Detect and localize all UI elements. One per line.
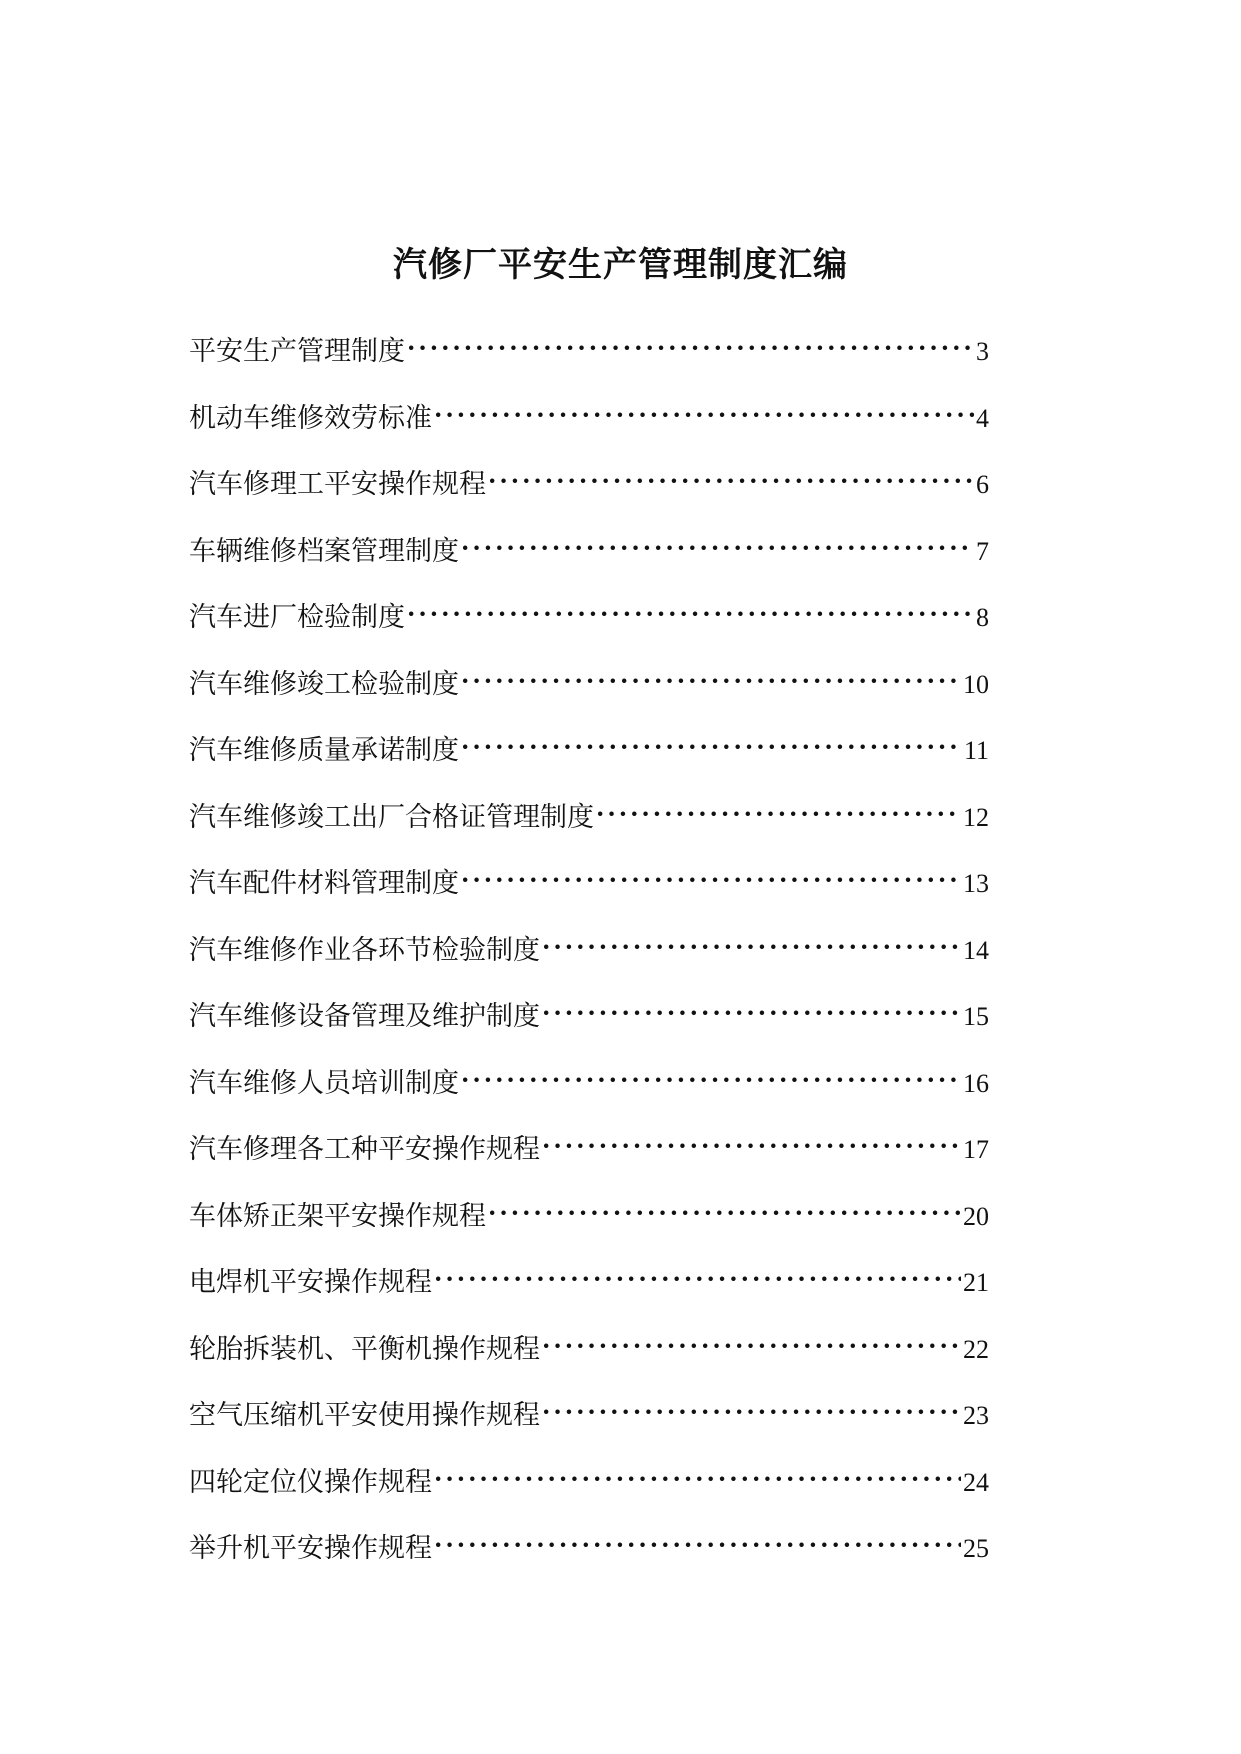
toc-entry-page: 3 bbox=[976, 337, 989, 366]
toc-entry[interactable] bbox=[189, 798, 989, 865]
toc-entry-label: 汽车维修竣工检验制度 bbox=[189, 668, 459, 700]
toc-entry-label: 电焊机平安操作规程 bbox=[189, 1267, 432, 1298]
toc-leader-dots bbox=[461, 727, 962, 757]
table-of-contents bbox=[189, 332, 989, 1596]
toc-entry-label: 汽车维修人员培训制度 bbox=[189, 1067, 459, 1099]
toc-leader-dots bbox=[461, 528, 974, 558]
toc-leader-dots bbox=[461, 661, 961, 691]
toc-entry[interactable] bbox=[189, 665, 989, 732]
toc-entry-page: 22 bbox=[963, 1334, 989, 1364]
toc-leader-dots bbox=[542, 927, 961, 957]
toc-entry[interactable] bbox=[189, 1396, 989, 1463]
toc-entry-label: 汽车修理各工种平安操作规程 bbox=[189, 1134, 540, 1165]
toc-entry-page: 15 bbox=[963, 1002, 989, 1031]
toc-entry-label: 汽车维修竣工出厂合格证管理制度 bbox=[189, 801, 594, 833]
toc-entry-label: 平安生产管理制度 bbox=[189, 336, 405, 367]
toc-entry[interactable] bbox=[189, 731, 989, 798]
toc-entry-label: 轮胎拆装机、平衡机操作规程 bbox=[189, 1333, 540, 1365]
toc-leader-dots bbox=[461, 860, 961, 890]
toc-entry-page: 21 bbox=[963, 1268, 989, 1297]
toc-entry-label: 汽车修理工平安操作规程 bbox=[189, 469, 486, 500]
toc-entry-label: 车辆维修档案管理制度 bbox=[189, 535, 459, 567]
toc-entry[interactable] bbox=[189, 1529, 989, 1596]
toc-entry-label: 汽车维修设备管理及维护制度 bbox=[189, 1001, 540, 1032]
toc-entry-label: 四轮定位仪操作规程 bbox=[189, 1466, 432, 1498]
toc-leader-dots bbox=[542, 993, 961, 1023]
toc-entry-label: 汽车配件材料管理制度 bbox=[189, 868, 459, 899]
toc-leader-dots bbox=[434, 1259, 961, 1289]
toc-entry-page: 24 bbox=[963, 1467, 989, 1497]
toc-entry-page: 8 bbox=[976, 603, 989, 632]
toc-leader-dots bbox=[542, 1392, 961, 1422]
toc-entry[interactable] bbox=[189, 1197, 989, 1264]
toc-leader-dots bbox=[434, 1525, 961, 1555]
toc-entry-page: 11 bbox=[963, 736, 989, 765]
toc-leader-dots bbox=[542, 1326, 961, 1356]
toc-entry-page: 6 bbox=[976, 470, 989, 499]
toc-entry-page: 23 bbox=[963, 1401, 989, 1430]
toc-entry[interactable] bbox=[189, 532, 989, 599]
toc-entry[interactable] bbox=[189, 465, 989, 532]
toc-entry-label: 汽车进厂检验制度 bbox=[189, 602, 405, 633]
toc-entry[interactable] bbox=[189, 1130, 989, 1197]
toc-entry-page: 7 bbox=[976, 536, 989, 566]
toc-entry[interactable] bbox=[189, 997, 989, 1064]
toc-entry-page: 25 bbox=[963, 1534, 989, 1563]
toc-leader-dots bbox=[542, 1126, 961, 1156]
toc-leader-dots bbox=[461, 1060, 961, 1090]
toc-entry[interactable] bbox=[189, 1064, 989, 1131]
toc-entry[interactable] bbox=[189, 864, 989, 931]
toc-entry[interactable] bbox=[189, 598, 989, 665]
toc-leader-dots bbox=[488, 461, 974, 491]
toc-entry-page: 13 bbox=[963, 869, 989, 898]
toc-entry-page: 12 bbox=[963, 802, 989, 832]
toc-entry-label: 汽车维修质量承诺制度 bbox=[189, 735, 459, 766]
toc-entry-page: 4 bbox=[976, 403, 989, 433]
toc-entry-label: 车体矫正架平安操作规程 bbox=[189, 1200, 486, 1232]
toc-entry-label: 举升机平安操作规程 bbox=[189, 1533, 432, 1564]
toc-entry[interactable] bbox=[189, 1463, 989, 1530]
toc-entry-label: 汽车维修作业各环节检验制度 bbox=[189, 934, 540, 966]
toc-entry-page: 16 bbox=[963, 1068, 989, 1098]
toc-entry-page: 17 bbox=[963, 1135, 989, 1164]
toc-entry-page: 10 bbox=[963, 669, 989, 699]
toc-leader-dots bbox=[596, 794, 961, 824]
toc-entry-label: 空气压缩机平安使用操作规程 bbox=[189, 1400, 540, 1431]
toc-leader-dots bbox=[407, 594, 974, 624]
toc-entry[interactable] bbox=[189, 1330, 989, 1397]
document-title: 汽修厂平安生产管理制度汇编 bbox=[393, 245, 848, 285]
toc-leader-dots bbox=[434, 1459, 961, 1489]
toc-entry-page: 14 bbox=[963, 935, 989, 965]
toc-entry-page: 20 bbox=[963, 1201, 989, 1231]
toc-entry[interactable] bbox=[189, 399, 989, 466]
toc-leader-dots bbox=[488, 1193, 961, 1223]
toc-entry[interactable] bbox=[189, 1263, 989, 1330]
toc-entry[interactable] bbox=[189, 931, 989, 998]
toc-entry[interactable] bbox=[189, 332, 989, 399]
toc-leader-dots bbox=[434, 395, 974, 425]
toc-leader-dots bbox=[407, 328, 974, 358]
toc-entry-label: 机动车维修效劳标准 bbox=[189, 402, 432, 434]
